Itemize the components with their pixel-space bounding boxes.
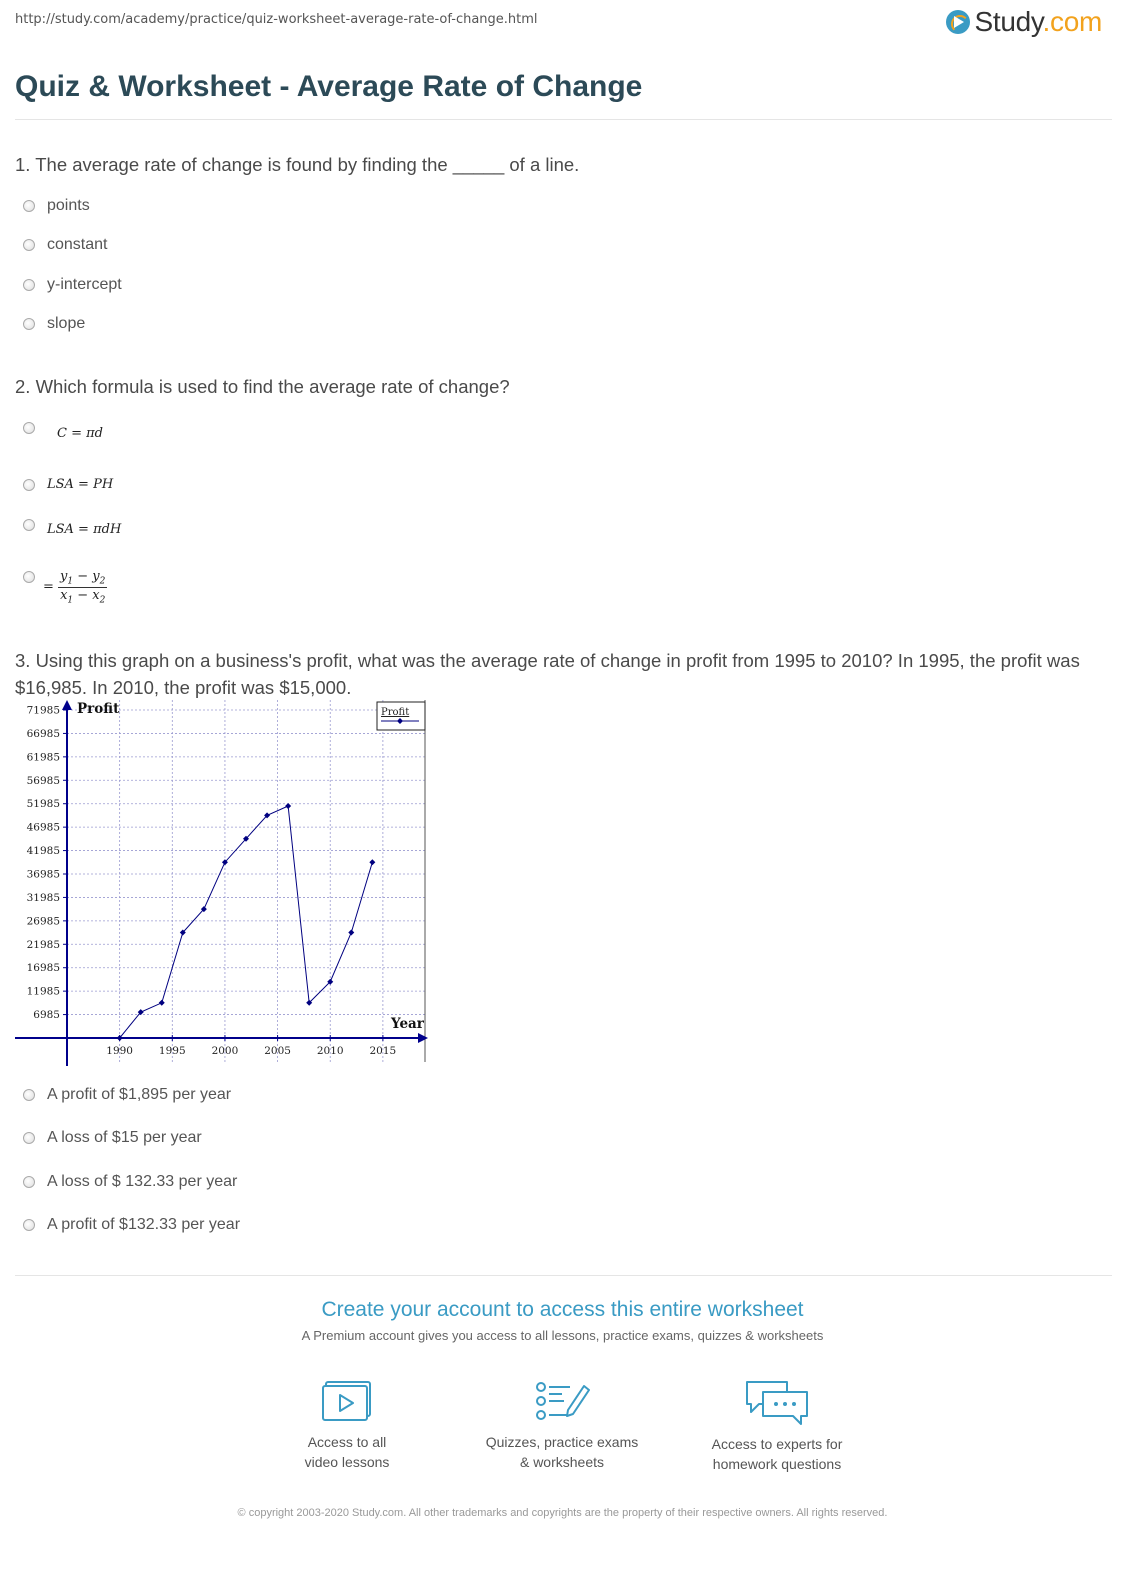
- q3-option-1[interactable]: [23, 1086, 231, 1104]
- chat-bubbles-icon: [745, 1380, 809, 1426]
- feature-line-1: Access to all: [307, 1434, 387, 1450]
- radio-button[interactable]: [23, 279, 35, 291]
- radio-button[interactable]: [23, 318, 35, 330]
- option-label: points: [47, 197, 90, 214]
- q1-option-3[interactable]: [23, 276, 122, 294]
- x-axis-label: Year: [391, 1016, 424, 1032]
- data-point: [369, 859, 375, 865]
- divider: [15, 1275, 1112, 1276]
- cta-title[interactable]: Create your account to access this entire worksheet: [321, 1298, 804, 1321]
- option-label: A profit of $132.33 per year: [47, 1216, 241, 1233]
- radio-button[interactable]: [23, 479, 35, 491]
- copyright-notice: © copyright 2003-2020 Study.com. All other trademarks and copyrights are the property of their respective owners. All rights reserved.: [237, 1507, 888, 1519]
- video-icon: [321, 1380, 373, 1424]
- feature-line-1: Quizzes, practice exams: [485, 1434, 639, 1450]
- formula-lsa-pidh: LSA = πdH: [47, 522, 122, 537]
- x-tick-label: 2005: [264, 1045, 291, 1057]
- logo-name: Study: [974, 6, 1043, 37]
- x-tick-label: 1990: [106, 1045, 134, 1057]
- y-tick-label: 21985: [26, 938, 60, 951]
- radio-button[interactable]: [23, 239, 35, 251]
- q3-option-3[interactable]: [23, 1173, 237, 1191]
- play-icon: [946, 10, 970, 34]
- y-tick-label: 66985: [26, 727, 60, 740]
- radio-button[interactable]: [23, 519, 35, 531]
- q2-option-2[interactable]: [23, 477, 113, 492]
- y-tick-label: 36985: [26, 868, 60, 881]
- option-label: y-intercept: [47, 276, 122, 293]
- x-tick-label: 2010: [316, 1045, 344, 1057]
- y-tick-label: 71985: [26, 704, 60, 717]
- y-tick-label: 16985: [26, 962, 60, 975]
- question-3-text: 3. Using this graph on a business's profit, what was the average rate of change in profit from 1995 to 2010? In 1995, the profit was $16,985. In 2010, the profit was $15,000.: [15, 650, 1080, 698]
- page-url: http://study.com/academy/practice/quiz-worksheet-average-rate-of-change.html: [15, 12, 538, 27]
- x-axis-arrow: [418, 1033, 428, 1043]
- option-label: slope: [47, 315, 86, 332]
- data-point: [348, 930, 354, 936]
- feature-line-2: video lessons: [304, 1454, 390, 1470]
- y-tick-label: 31985: [26, 891, 60, 904]
- feature-line-2: & worksheets: [519, 1454, 605, 1470]
- cta-subtitle: A Premium account gives you access to all lessons, practice exams, quizzes & worksheets: [301, 1328, 824, 1343]
- q3-option-2[interactable]: [23, 1129, 202, 1147]
- option-label: A loss of $ 132.33 per year: [47, 1173, 238, 1190]
- q2-option-4[interactable]: [23, 567, 107, 605]
- y-tick-label: 61985: [26, 751, 60, 764]
- radio-button[interactable]: [23, 1132, 35, 1144]
- profit-line-chart: [15, 700, 430, 1066]
- page-title: Quiz & Worksheet - Average Rate of Change: [15, 70, 643, 103]
- x-tick-label: 1995: [158, 1045, 186, 1057]
- radio-button[interactable]: [23, 200, 35, 212]
- q1-option-2[interactable]: [23, 236, 107, 254]
- formula-slope: = $\frac{y_1 - y_2}{x_1 - x_2}$: [43, 569, 106, 606]
- y-tick-label: 46985: [26, 821, 60, 834]
- feature-quizzes: [462, 1380, 662, 1472]
- chart-grid: [67, 700, 425, 1062]
- question-2-text: 2. Which formula is used to find the average rate of change?: [15, 376, 510, 397]
- q2-option-1[interactable]: [23, 422, 103, 441]
- radio-button[interactable]: [23, 1176, 35, 1188]
- study-logo[interactable]: [946, 6, 1102, 38]
- y-tick-label: 26985: [26, 915, 60, 928]
- option-label: constant: [47, 236, 108, 253]
- quiz-list-icon: [534, 1380, 590, 1424]
- feature-video-lessons: [247, 1380, 447, 1472]
- option-label: A profit of $1,895 per year: [47, 1086, 232, 1103]
- y-tick-label: 56985: [26, 774, 60, 787]
- feature-line-2: homework questions: [712, 1456, 842, 1472]
- question-1-text: 1. The average rate of change is found by finding the _____ of a line.: [15, 154, 580, 175]
- y-tick-label: 41985: [26, 845, 60, 858]
- y-tick-label: 51985: [26, 798, 60, 811]
- data-point: [159, 1000, 165, 1006]
- x-tick-label: 2015: [369, 1045, 397, 1057]
- y-tick-label: 6985: [33, 1009, 60, 1022]
- feature-experts: [677, 1380, 877, 1474]
- chart-legend: [377, 702, 425, 730]
- q1-option-4[interactable]: [23, 315, 85, 333]
- radio-button[interactable]: [23, 571, 35, 583]
- radio-button[interactable]: [23, 1219, 35, 1231]
- radio-button[interactable]: [23, 1089, 35, 1101]
- logo-tld: .com: [1042, 6, 1102, 37]
- q3-option-4[interactable]: [23, 1216, 240, 1234]
- chart-series: [117, 803, 376, 1041]
- formula-lsa-ph: LSA = PH: [47, 477, 114, 492]
- chart-ticks: [27, 705, 397, 1058]
- q1-option-1[interactable]: [23, 197, 90, 215]
- q2-option-3[interactable]: [23, 519, 121, 537]
- x-tick-label: 2000: [211, 1045, 239, 1057]
- option-label: A loss of $15 per year: [47, 1129, 202, 1146]
- y-axis-label: Profit: [77, 701, 120, 717]
- divider: [15, 119, 1112, 120]
- feature-line-1: Access to experts for: [711, 1436, 843, 1452]
- y-tick-label: 11985: [26, 985, 60, 998]
- chart-labels: [77, 701, 425, 1032]
- y-axis-arrow: [62, 700, 72, 710]
- radio-button[interactable]: [23, 422, 35, 434]
- data-point: [285, 803, 291, 809]
- legend-label: Profit: [381, 707, 410, 718]
- formula-circumference: C = πd: [57, 426, 103, 441]
